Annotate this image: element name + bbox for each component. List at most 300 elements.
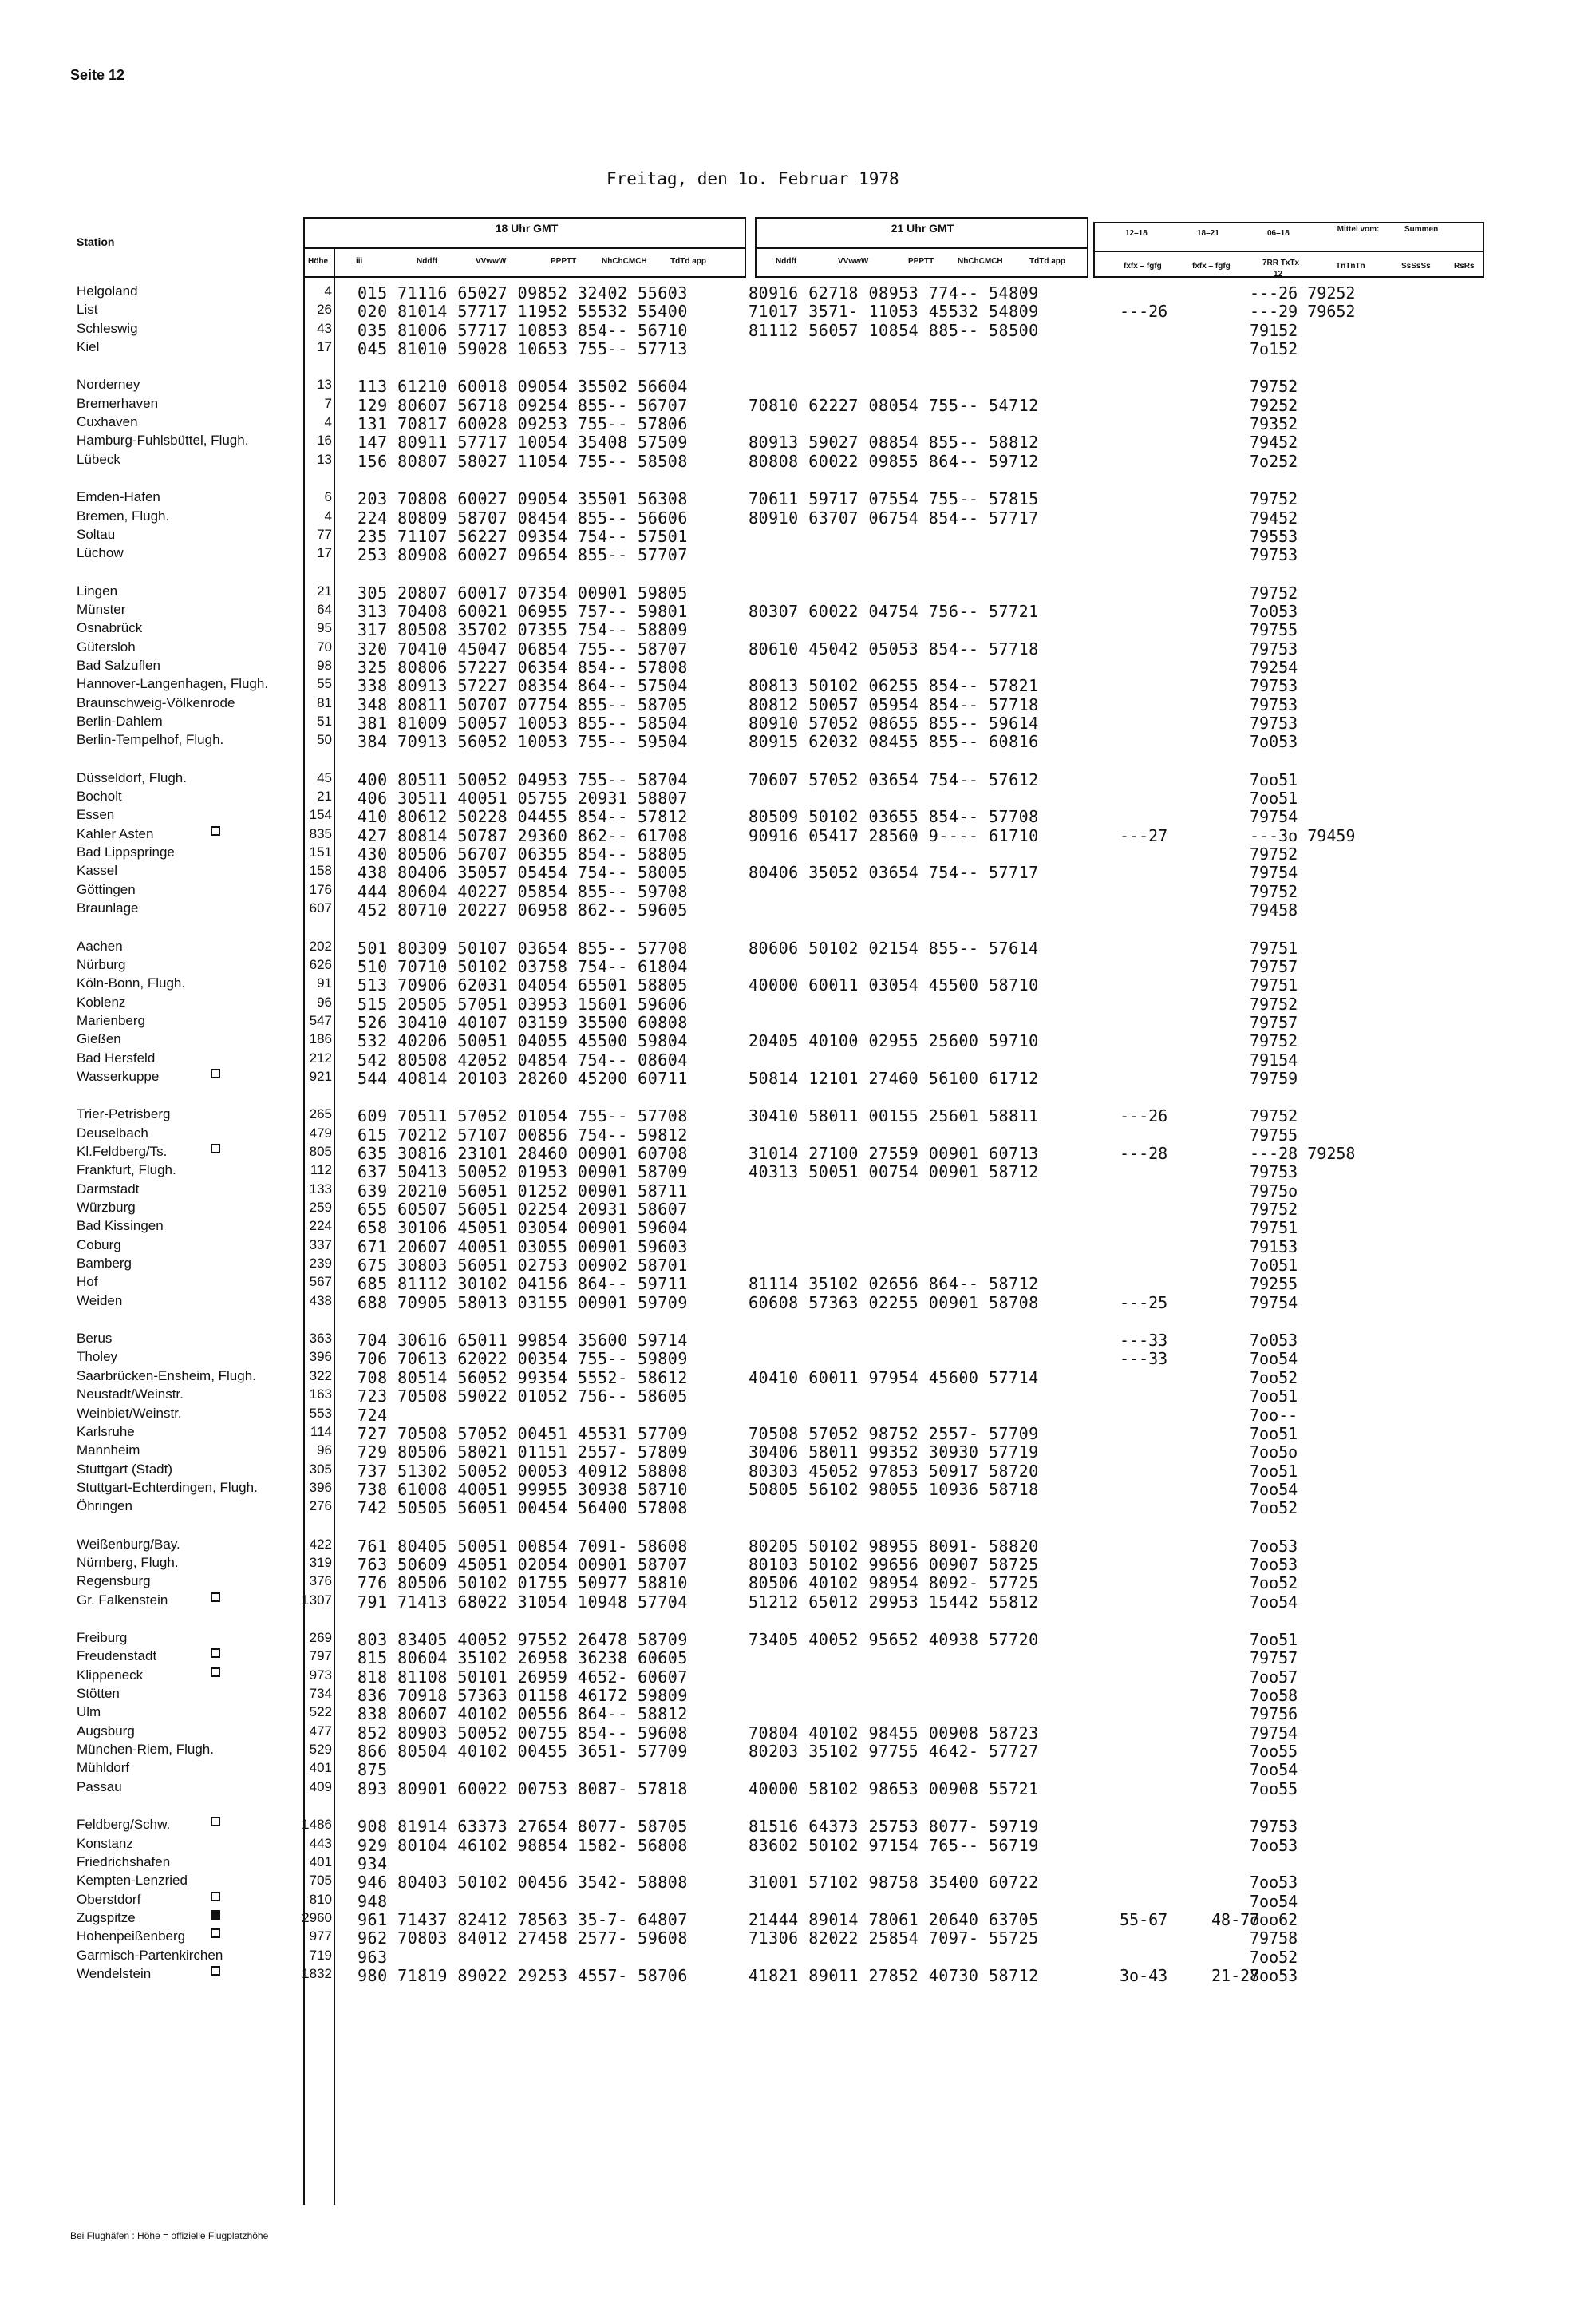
square-icon — [211, 1817, 220, 1826]
header-hoehe: Höhe — [308, 257, 328, 266]
station-name: Stuttgart-Echterdingen, Flugh. — [77, 1480, 258, 1495]
obs-18-utc: 776 80506 50102 01755 50977 58810 — [358, 1573, 688, 1592]
obs-18-utc: 671 20607 40051 03055 00901 59603 — [358, 1237, 688, 1256]
obs-18-utc: 761 80405 50051 00854 7091- 58608 — [358, 1537, 688, 1556]
range-06-18: 79754 — [1250, 1723, 1298, 1742]
range-06-18: 79152 — [1250, 321, 1298, 340]
obs-21-utc: 83602 50102 97154 765-- 56719 — [749, 1836, 1039, 1855]
station-height: 835 — [309, 826, 332, 841]
range-06-18: 79758 — [1250, 1928, 1298, 1948]
range-06-18: 79753 — [1250, 1817, 1298, 1836]
obs-18-utc: 706 70613 62022 00354 755-- 59809 — [358, 1349, 688, 1368]
filled-square-icon — [211, 1910, 220, 1920]
station-height: 705 — [309, 1873, 332, 1888]
range-06-18: 79759 — [1250, 1069, 1298, 1088]
station-name: Hamburg-Fuhlsbüttel, Flugh. — [77, 433, 249, 448]
station-name: Wasserkuppe — [77, 1069, 160, 1084]
obs-18-utc: 838 80607 40102 00556 864-- 58812 — [358, 1704, 688, 1723]
range-06-18: 7oo53 — [1250, 1836, 1298, 1855]
square-icon — [211, 826, 220, 836]
header-21-col3: PPPTT — [908, 257, 934, 266]
table-row — [0, 714, 1596, 732]
header-group-18: 18 Uhr GMT — [495, 222, 559, 235]
obs-21-utc: 40000 58102 98653 00908 55721 — [749, 1779, 1039, 1798]
obs-21-utc: 70508 57052 98752 2557- 57709 — [749, 1424, 1039, 1443]
range-06-18: 79757 — [1250, 1013, 1298, 1032]
range-06-18: 79452 — [1250, 433, 1298, 452]
obs-21-utc: 50805 56102 98055 10936 58718 — [749, 1480, 1039, 1499]
range-06-18: 79752 — [1250, 489, 1298, 508]
range-06-18: 7oo52 — [1250, 1573, 1298, 1592]
obs-18-utc: 980 71819 89022 29253 4557- 58706 — [358, 1966, 688, 1985]
range-06-18: 7oo51 — [1250, 770, 1298, 789]
obs-18-utc: 156 80807 58027 11054 755-- 58508 — [358, 452, 688, 471]
obs-18-utc: 893 80901 60022 00753 8087- 57818 — [358, 1779, 688, 1798]
obs-21-utc: 80813 50102 06255 854-- 57821 — [749, 676, 1039, 695]
table-row — [0, 939, 1596, 957]
range-06-18: 79755 — [1250, 620, 1298, 639]
range-12-18: ---33 — [1120, 1349, 1168, 1368]
table-row — [0, 863, 1596, 881]
range-06-18: 7oo53 — [1250, 1555, 1298, 1574]
obs-21-utc: 80812 50057 05954 854-- 57718 — [749, 695, 1039, 714]
table-row — [0, 1031, 1596, 1050]
obs-18-utc: 737 51302 50052 00053 40912 58808 — [358, 1462, 688, 1481]
obs-21-utc: 31001 57102 98758 35400 60722 — [749, 1873, 1039, 1892]
range-18-21: 48-7o — [1211, 1910, 1260, 1929]
obs-18-utc: 685 81112 30102 04156 864-- 59711 — [358, 1274, 688, 1293]
station-height: 973 — [309, 1667, 332, 1683]
table-row — [0, 957, 1596, 975]
obs-21-utc: 40000 60011 03054 45500 58710 — [749, 975, 1039, 995]
obs-18-utc: 544 40814 20103 28260 45200 60711 — [358, 1069, 688, 1088]
range-06-18: 79753 — [1250, 695, 1298, 714]
range-06-18: 7oo54 — [1250, 1892, 1298, 1911]
table-row — [0, 1200, 1596, 1218]
station-height: 4 — [324, 414, 332, 429]
range-06-18: 79553 — [1250, 527, 1298, 546]
station-name: Bamberg — [77, 1256, 132, 1271]
rule-header-row — [303, 247, 746, 249]
obs-18-utc: 348 80811 50707 07754 855-- 58705 — [358, 695, 688, 714]
station-name: Bad Lippspringe — [77, 845, 175, 860]
station-height: 719 — [309, 1948, 332, 1963]
station-height: 17 — [317, 545, 332, 560]
rule-header-row-21 — [755, 247, 1088, 249]
table-row — [0, 1162, 1596, 1181]
header-sub4: TnTnTn — [1336, 262, 1365, 271]
station-height: 607 — [309, 900, 332, 916]
obs-21-utc: 80910 63707 06754 854-- 57717 — [749, 508, 1039, 528]
station-height: 43 — [317, 321, 332, 336]
range-06-18: 79252 — [1250, 396, 1298, 415]
obs-21-utc: 80916 62718 08953 774-- 54809 — [749, 283, 1039, 303]
range-06-18: 79753 — [1250, 676, 1298, 695]
station-height: 810 — [309, 1892, 332, 1907]
header-18-col4: NhChCMCH — [602, 257, 647, 266]
obs-21-utc: 70611 59717 07554 755-- 57815 — [749, 489, 1039, 508]
station-height: 547 — [309, 1013, 332, 1028]
station-name: Oberstdorf — [77, 1892, 141, 1907]
table-row — [0, 1406, 1596, 1424]
station-name: Berus — [77, 1331, 113, 1346]
obs-21-utc: 80610 45042 05053 854-- 57718 — [749, 639, 1039, 659]
obs-18-utc: 113 61210 60018 09054 35502 56604 — [358, 377, 688, 396]
square-icon — [211, 1144, 220, 1153]
station-height: 21 — [317, 789, 332, 804]
station-height: 376 — [309, 1573, 332, 1588]
square-icon — [211, 1928, 220, 1938]
table-row — [0, 1069, 1596, 1087]
header-18-col1: Nddff — [417, 257, 438, 266]
obs-18-utc: 313 70408 60021 06955 757-- 59801 — [358, 602, 688, 621]
station-name: Darmstadt — [77, 1181, 140, 1197]
station-name: Bad Kissingen — [77, 1218, 164, 1233]
table-row — [0, 845, 1596, 863]
obs-18-utc: 963 — [358, 1948, 388, 1967]
header-station: Station — [77, 235, 115, 248]
station-name: Cuxhaven — [77, 414, 138, 429]
obs-18-utc: 526 30410 40107 03159 35500 60808 — [358, 1013, 688, 1032]
station-name: Braunschweig-Völkenrode — [77, 695, 235, 710]
range-06-18: 7oo54 — [1250, 1760, 1298, 1779]
obs-21-utc: 71017 3571- 11053 45532 54809 — [749, 302, 1039, 321]
range-06-18: ---28 79258 — [1250, 1144, 1356, 1163]
range-12-18: 3o-43 — [1120, 1966, 1168, 1985]
obs-18-utc: 946 80403 50102 00456 3542- 58808 — [358, 1873, 688, 1892]
station-name: Hohenpeißenberg — [77, 1928, 186, 1944]
header-18-col5: TdTd app — [670, 257, 706, 266]
table-row — [0, 1293, 1596, 1311]
station-name: Friedrichshafen — [77, 1854, 171, 1869]
header-sub3: 7RR TxTx — [1262, 259, 1300, 267]
header-range-1218: 12–18 — [1125, 229, 1148, 238]
range-12-18: ---26 — [1120, 302, 1168, 321]
obs-18-utc: 639 20210 56051 01252 00901 58711 — [358, 1181, 688, 1201]
rule-header-row-right — [1093, 251, 1484, 252]
range-06-18: 7oo55 — [1250, 1742, 1298, 1761]
obs-21-utc: 21444 89014 78061 20640 63705 — [749, 1910, 1039, 1929]
station-height: 81 — [317, 695, 332, 710]
station-name: Osnabrück — [77, 620, 143, 635]
range-06-18: 7o053 — [1250, 1331, 1298, 1350]
obs-18-utc: 818 81108 50101 26959 4652- 60607 — [358, 1667, 688, 1687]
obs-21-utc: 73405 40052 95652 40938 57720 — [749, 1630, 1039, 1649]
obs-21-utc: 50814 12101 27460 56100 61712 — [749, 1069, 1039, 1088]
obs-18-utc: 724 — [358, 1406, 388, 1425]
station-name: Weißenburg/Bay. — [77, 1537, 180, 1552]
station-height: 154 — [309, 807, 332, 822]
station-name: Kahler Asten — [77, 826, 154, 841]
footnote: Bei Flughäfen : Höhe = offizielle Flugplatzhöhe — [70, 2230, 269, 2241]
table-row — [0, 826, 1596, 845]
range-06-18: 7oo51 — [1250, 789, 1298, 808]
obs-18-utc: 875 — [358, 1760, 388, 1779]
obs-18-utc: 609 70511 57052 01054 755-- 57708 — [358, 1106, 688, 1125]
date-title: Freitag, den 1o. Februar 1978 — [606, 169, 899, 188]
table-row — [0, 1125, 1596, 1144]
station-name: Stuttgart (Stadt) — [77, 1462, 172, 1477]
range-06-18: 7oo52 — [1250, 1368, 1298, 1387]
range-06-18: 7oo55 — [1250, 1779, 1298, 1798]
table-row — [0, 900, 1596, 919]
range-06-18: 79756 — [1250, 1704, 1298, 1723]
station-height: 259 — [309, 1200, 332, 1215]
obs-18-utc: 317 80508 35702 07355 754-- 58809 — [358, 620, 688, 639]
range-06-18: 7oo53 — [1250, 1537, 1298, 1556]
range-06-18: 7o252 — [1250, 452, 1298, 471]
obs-18-utc: 852 80903 50052 00755 854-- 59608 — [358, 1723, 688, 1742]
station-height: 319 — [309, 1555, 332, 1570]
range-06-18: 7oo51 — [1250, 1386, 1298, 1406]
table-row — [0, 1181, 1596, 1200]
station-name: Weinbiet/Weinstr. — [77, 1406, 182, 1421]
obs-18-utc: 836 70918 57363 01158 46172 59809 — [358, 1686, 688, 1705]
obs-18-utc: 637 50413 50052 01953 00901 58709 — [358, 1162, 688, 1181]
square-icon — [211, 1592, 220, 1602]
table-row — [0, 1013, 1596, 1031]
header-sub3b: 12 — [1274, 270, 1283, 279]
obs-21-utc: 80103 50102 99656 00907 58725 — [749, 1555, 1039, 1574]
table-row — [0, 1537, 1596, 1555]
station-name: Frankfurt, Flugh. — [77, 1162, 176, 1177]
obs-21-utc: 80606 50102 02154 855-- 57614 — [749, 939, 1039, 958]
station-name: Koblenz — [77, 995, 126, 1010]
table-row — [0, 1237, 1596, 1256]
range-06-18: 79752 — [1250, 1031, 1298, 1050]
table-row — [0, 1667, 1596, 1686]
obs-21-utc: 40313 50051 00754 00901 58712 — [749, 1162, 1039, 1181]
obs-18-utc: 866 80504 40102 00455 3651- 57709 — [358, 1742, 688, 1761]
station-height: 13 — [317, 377, 332, 392]
range-06-18: 7oo53 — [1250, 1873, 1298, 1892]
station-name: Bad Salzuflen — [77, 658, 160, 673]
obs-21-utc: 40410 60011 97954 45600 57714 — [749, 1368, 1039, 1387]
station-height: 96 — [317, 995, 332, 1010]
station-height: 21 — [317, 583, 332, 599]
range-06-18: 79254 — [1250, 658, 1298, 677]
station-height: 98 — [317, 658, 332, 673]
header-range-0618: 06–18 — [1267, 229, 1290, 238]
table-row — [0, 489, 1596, 508]
header-18-col3: PPPTT — [551, 257, 577, 266]
table-row — [0, 1723, 1596, 1742]
obs-21-utc: 80303 45052 97853 50917 58720 — [749, 1462, 1039, 1481]
range-06-18: 79755 — [1250, 1125, 1298, 1145]
obs-18-utc: 129 80607 56718 09254 855-- 56707 — [358, 396, 688, 415]
range-06-18: 7o053 — [1250, 602, 1298, 621]
station-name: Mannheim — [77, 1442, 140, 1458]
table-row — [0, 527, 1596, 545]
obs-18-utc: 934 — [358, 1854, 388, 1873]
table-row — [0, 1873, 1596, 1891]
table-row — [0, 1648, 1596, 1667]
station-height: 16 — [317, 433, 332, 448]
station-name: Münster — [77, 602, 126, 617]
station-height: 64 — [317, 602, 332, 617]
obs-21-utc: 80913 59027 08854 855-- 58812 — [749, 433, 1039, 452]
station-name: Marienberg — [77, 1013, 145, 1028]
header-21-col1: Nddff — [776, 257, 797, 266]
station-name: Lingen — [77, 583, 118, 599]
table-row — [0, 807, 1596, 825]
obs-18-utc: 658 30106 45051 03054 00901 59604 — [358, 1218, 688, 1237]
obs-21-utc: 80203 35102 97755 4642- 57727 — [749, 1742, 1039, 1761]
header-summen: Summen — [1404, 225, 1439, 234]
range-06-18: 7oo51 — [1250, 1630, 1298, 1649]
station-name: Freiburg — [77, 1630, 128, 1645]
station-name: Soltau — [77, 527, 116, 542]
table-row — [0, 1892, 1596, 1910]
obs-18-utc: 708 80514 56052 99354 5552- 58612 — [358, 1368, 688, 1387]
obs-18-utc: 908 81914 63373 27654 8077- 58705 — [358, 1817, 688, 1836]
obs-18-utc: 406 30511 40051 05755 20931 58807 — [358, 789, 688, 808]
range-06-18: 79753 — [1250, 714, 1298, 733]
table-row — [0, 508, 1596, 527]
obs-18-utc: 320 70410 45047 06854 755-- 58707 — [358, 639, 688, 659]
table-row — [0, 1910, 1596, 1928]
obs-21-utc: 80808 60022 09855 864-- 59712 — [749, 452, 1039, 471]
station-height: 363 — [309, 1331, 332, 1346]
table-row — [0, 1928, 1596, 1947]
obs-21-utc: 80406 35052 03654 754-- 57717 — [749, 863, 1039, 882]
station-height: 224 — [309, 1218, 332, 1233]
range-06-18: 7oo52 — [1250, 1948, 1298, 1967]
range-06-18: 7oo62 — [1250, 1910, 1298, 1929]
station-height: 50 — [317, 732, 332, 747]
obs-18-utc: 253 80908 60027 09654 855-- 57707 — [358, 545, 688, 564]
header-sub5: SsSsSs — [1401, 262, 1431, 271]
table-row — [0, 1948, 1596, 1966]
table-row — [0, 339, 1596, 358]
header-mittel: Mittel vom: — [1337, 225, 1380, 234]
range-06-18: 79751 — [1250, 1218, 1298, 1237]
table-row — [0, 995, 1596, 1013]
obs-18-utc: 655 60507 56051 02254 20931 58607 — [358, 1200, 688, 1219]
obs-18-utc: 400 80511 50052 04953 755-- 58704 — [358, 770, 688, 789]
obs-18-utc: 763 50609 45051 02054 00901 58707 — [358, 1555, 688, 1574]
obs-18-utc: 961 71437 82412 78563 35-7- 64807 — [358, 1910, 688, 1929]
table-row — [0, 695, 1596, 714]
obs-18-utc: 338 80913 57227 08354 864-- 57504 — [358, 676, 688, 695]
station-height: 477 — [309, 1723, 332, 1738]
station-name: Hof — [77, 1274, 98, 1289]
obs-18-utc: 615 70212 57107 00856 754-- 59812 — [358, 1125, 688, 1145]
obs-18-utc: 742 50505 56051 00454 56400 57808 — [358, 1498, 688, 1517]
range-12-18: 55-67 — [1120, 1910, 1168, 1929]
table-row — [0, 1368, 1596, 1386]
station-height: 77 — [317, 527, 332, 542]
table-row — [0, 1462, 1596, 1480]
station-name: Köln-Bonn, Flugh. — [77, 975, 186, 991]
header-sub2: fxfx – fgfg — [1192, 262, 1231, 271]
range-06-18: 79757 — [1250, 957, 1298, 976]
table-row — [0, 770, 1596, 789]
station-name: Kiel — [77, 339, 100, 354]
obs-18-utc: 704 30616 65011 99854 35600 59714 — [358, 1331, 688, 1350]
table-row — [0, 1686, 1596, 1704]
table-row — [0, 302, 1596, 320]
station-height: 529 — [309, 1742, 332, 1757]
square-icon — [211, 1667, 220, 1677]
station-name: Berlin-Tempelhof, Flugh. — [77, 732, 224, 747]
station-height: 2960 — [302, 1910, 332, 1925]
station-name: Nürnberg, Flugh. — [77, 1555, 179, 1570]
range-06-18: 79757 — [1250, 1648, 1298, 1667]
station-name: Berlin-Dahlem — [77, 714, 163, 729]
header-sub1: fxfx – fgfg — [1124, 262, 1162, 271]
range-06-18: 7oo52 — [1250, 1498, 1298, 1517]
table-row — [0, 639, 1596, 658]
station-height: 626 — [309, 957, 332, 972]
station-height: 1307 — [302, 1592, 332, 1608]
obs-18-utc: 513 70906 62031 04054 65501 58805 — [358, 975, 688, 995]
station-name: München-Riem, Flugh. — [77, 1742, 214, 1757]
range-06-18: 7oo-- — [1250, 1406, 1298, 1425]
station-height: 522 — [309, 1704, 332, 1719]
obs-18-utc: 015 71116 65027 09852 32402 55603 — [358, 283, 688, 303]
station-name: Zugspitze — [77, 1910, 136, 1925]
station-height: 13 — [317, 452, 332, 467]
header-21-col2: VVwwW — [838, 257, 869, 266]
station-height: 70 — [317, 639, 332, 655]
station-height: 55 — [317, 676, 332, 691]
station-name: Passau — [77, 1779, 122, 1794]
obs-18-utc: 235 71107 56227 09354 754-- 57501 — [358, 527, 688, 546]
station-height: 276 — [309, 1498, 332, 1513]
station-height: 567 — [309, 1274, 332, 1289]
square-icon — [211, 1966, 220, 1976]
obs-21-utc: 60608 57363 02255 00901 58708 — [749, 1293, 1039, 1312]
station-height: 163 — [309, 1386, 332, 1402]
table-row — [0, 1704, 1596, 1723]
range-06-18: 7oo53 — [1250, 1966, 1298, 1985]
obs-21-utc: 90916 05417 28560 9---- 61710 — [749, 826, 1039, 845]
station-height: 51 — [317, 714, 332, 729]
station-name: List — [77, 302, 98, 317]
obs-18-utc: 045 81010 59028 10653 755-- 57713 — [358, 339, 688, 358]
obs-21-utc: 80307 60022 04754 756-- 57721 — [749, 602, 1039, 621]
station-height: 133 — [309, 1181, 332, 1197]
obs-21-utc: 31014 27100 27559 00901 60713 — [749, 1144, 1039, 1163]
station-height: 396 — [309, 1349, 332, 1364]
table-row — [0, 676, 1596, 694]
obs-18-utc: 452 80710 20227 06958 862-- 59605 — [358, 900, 688, 920]
station-name: Lüchow — [77, 545, 124, 560]
station-name: Essen — [77, 807, 115, 822]
square-icon — [211, 1648, 220, 1658]
range-12-18: ---27 — [1120, 826, 1168, 845]
obs-18-utc: 929 80104 46102 98854 1582- 56808 — [358, 1836, 688, 1855]
table-row — [0, 433, 1596, 451]
table-row — [0, 1480, 1596, 1498]
station-height: 977 — [309, 1928, 332, 1944]
station-height: 1486 — [302, 1817, 332, 1832]
range-06-18: 79752 — [1250, 882, 1298, 901]
station-height: 96 — [317, 1442, 332, 1458]
range-06-18: 79752 — [1250, 377, 1298, 396]
station-height: 337 — [309, 1237, 332, 1252]
obs-18-utc: 532 40206 50051 04055 45500 59804 — [358, 1031, 688, 1050]
table-row — [0, 1573, 1596, 1592]
station-height: 269 — [309, 1630, 332, 1645]
station-height: 6 — [324, 489, 332, 504]
range-06-18: 7oo51 — [1250, 1462, 1298, 1481]
range-06-18: 7o051 — [1250, 1256, 1298, 1275]
station-name: Hannover-Langenhagen, Flugh. — [77, 676, 269, 691]
obs-18-utc: 510 70710 50102 03758 754-- 61804 — [358, 957, 688, 976]
range-06-18: 79752 — [1250, 1200, 1298, 1219]
